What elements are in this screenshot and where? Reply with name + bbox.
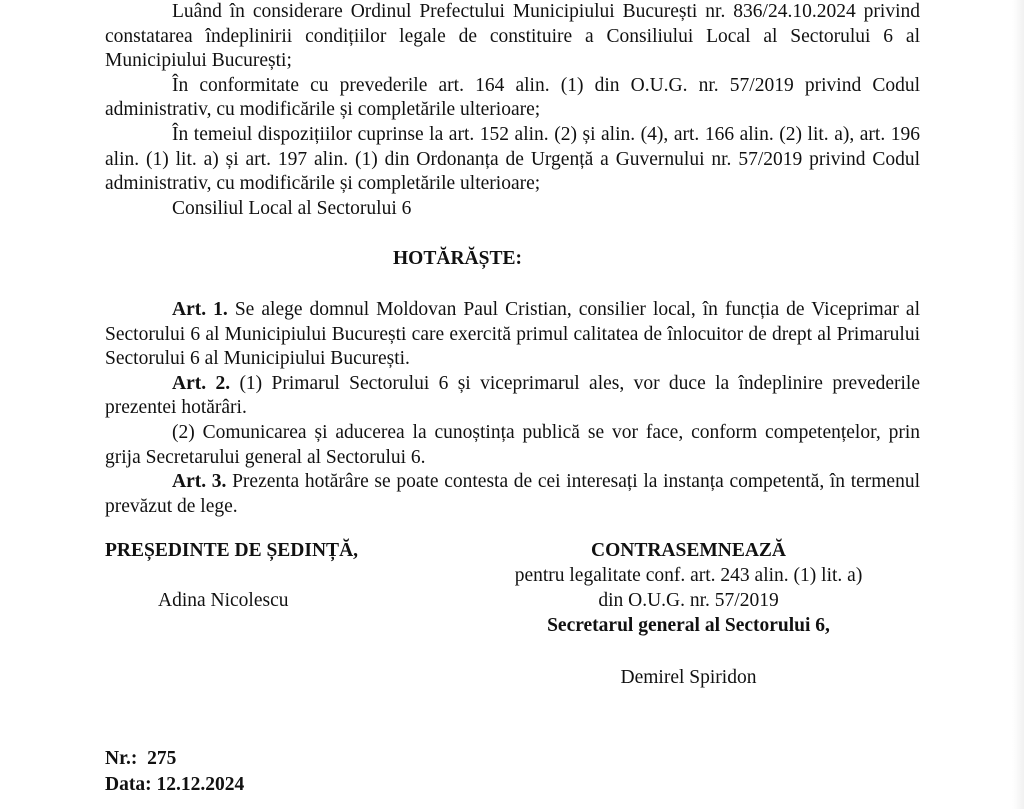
page-edge-shadow [1012, 0, 1024, 809]
document-date: Data: 12.12.2024 [105, 773, 245, 795]
spacer-after-heading [105, 272, 920, 298]
article-2-label: Art. 2. [172, 372, 231, 394]
article-2-paragraph-2 [105, 421, 920, 470]
secretary-role: Secretarul general al Sectorului 6, [547, 615, 830, 636]
article-2-alin-2-text: (2) Comunicarea și aducerea la cunoștința publică se vor face, conform competențelor, prin grija Secretarului general al Sectorului 6. [105, 421, 920, 468]
president-title: PREȘEDINTE DE ȘEDINȚĂ, [105, 540, 359, 561]
article-3 [105, 470, 920, 519]
secretary-name: Demirel Spiridon [620, 667, 757, 688]
signature-left-column [105, 538, 457, 613]
document-number: Nr.: 275 [105, 748, 177, 769]
president-name: Adina Nicolescu [158, 590, 289, 611]
article-1-label: Art. 1. [172, 298, 228, 320]
article-2-paragraph-1 [105, 372, 920, 421]
signature-block [105, 538, 920, 690]
decision-heading: HOTĂRĂȘTE: [393, 248, 522, 270]
document-body [105, 0, 920, 519]
article-1 [105, 298, 920, 372]
countersign-legal-basis-line-2: din O.U.G. nr. 57/2019 [598, 590, 779, 611]
article-2-text: (1) Primarul Sectorului 6 și viceprimarul ales, vor duce la îndeplinire prevederile prezentei hotărâri. [105, 372, 921, 419]
countersign-legal-basis-line-1: pentru legalitate conf. art. 243 alin. (1) lit. a) [514, 565, 863, 586]
paragraph-ordin-prefect: Luând în considerare Ordinul Prefectului Municipiului București nr. 836/24.10.2024 privind constatarea îndeplinirii condițiilor legale de constituire a Consiliului Local al Sectorului 6 al Municipiului București; [105, 1, 920, 72]
paragraph-consiliul-local: Consiliul Local al Sectorului 6 [172, 197, 412, 219]
signature-right-column [457, 538, 920, 690]
article-1-text: Se alege domnul Moldovan Paul Cristian, consilier local, în funcția de Viceprimar al Sectorului 6 al Municipiului București care exercită primul calitatea de înlocuitor de drept al Primarului Sectorului 6 al Municipiului București. [105, 298, 920, 370]
paragraph-conformitate: În conformitate cu prevederile art. 164 alin. (1) din O.U.G. nr. 57/2019 privind Codul administrativ, cu modificările și completările ulterioare; [105, 74, 920, 121]
article-3-text: Prezenta hotărâre se poate contesta de cei interesați la instanța competentă, în termenul prevăzut de lege. [105, 471, 921, 517]
paragraph-temei: În temeiul dispozițiilor cuprinse la art. 152 alin. (2) și alin. (4), art. 166 alin. (2) lit. a), art. 196 alin. (1) lit. a) și art. 197 alin. (1) din Ordonanța de Urgență a Guvernului nr. 57/2019 privind Codul administrativ, cu modificările și completările ulterioare; [105, 123, 920, 195]
countersign-title: CONTRASEMNEAZĂ [590, 540, 787, 561]
document-footer [105, 746, 505, 797]
spacer-before-heading [105, 221, 920, 247]
article-3-label: Art. 3. [172, 471, 227, 493]
